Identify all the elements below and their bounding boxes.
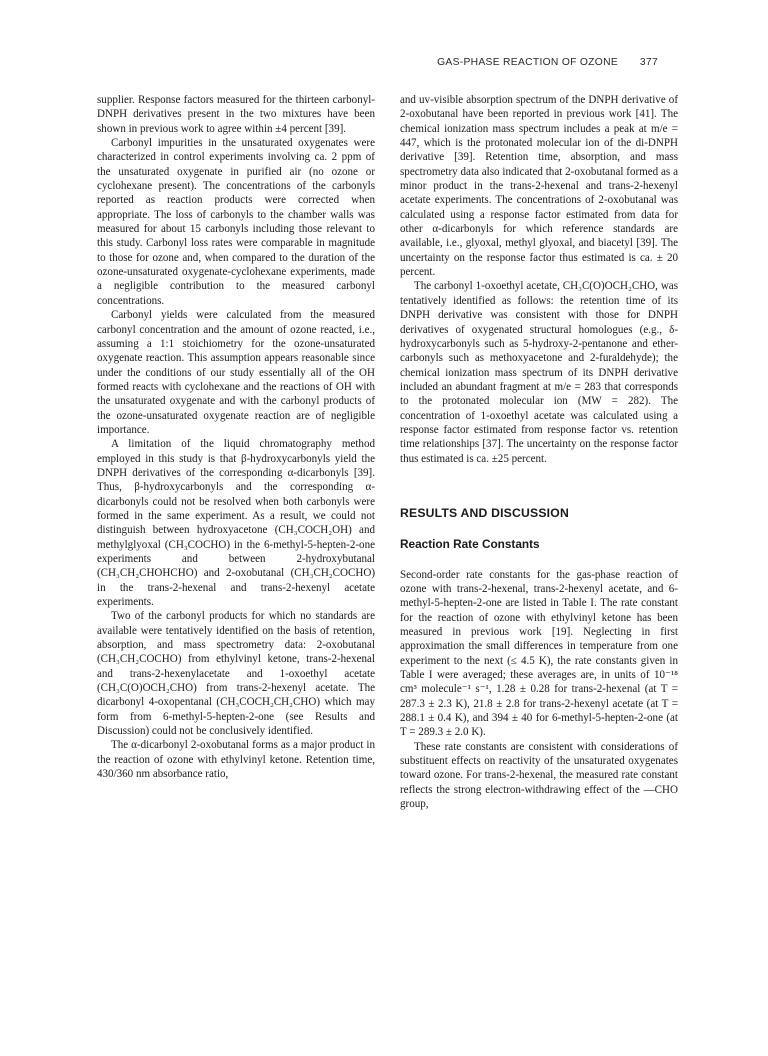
left-column [97,93,375,782]
paragraph: A limitation of the liquid chromatography method employed in this study is that β-hydroxycarbonyls yield the DNPH derivatives of the corresponding α-dicarbonyls [39]. Thus, β-hydroxycarbonyls and the corresponding α-dicarbonyls could not be resolved when both carbonyls were formed in the same experiment. As a result, we could not distinguish between hydroxyacetone (CH₃COCH₂OH) and methylglyoxal (CH₃COCHO) in the 6-methyl-5-hepten-2-one experiments and between 2-hydroxybutanal (CH₃CH₂CHOHCHO) and 2-oxobutanal (CH₃CH₂COCHO) in the trans-2-hexenal and trans-2-hexenyl acetate experiments. [97,438,375,609]
paragraph: Carbonyl impurities in the unsaturated oxygenates were characterized in control experiments involving ca. 2 ppm of the unsaturated oxygenate in purified air (no ozone or cyclohexane present). The concentrations of the carbonyls reported as reaction products were corrected when appropriate. The loss of carbonyls to the chamber walls was measured for about 15 carbonyls including those relevant to this study. Carbonyl loss rates were comparable in magnitude to those for ozone and, when compared to the duration of the ozone-unsaturated oxygenate-cyclohexane experiments, made a negligible contribution to the measured carbonyl concentrations. [97,137,375,307]
paragraph: and uv-visible absorption spectrum of the DNPH derivative of 2-oxobutanal have been reported in previous work [41]. The chemical ionization mass spectrum includes a peak at m/e = 447, which is the protonated molecular ion of the di-DNPH derivative [39]. Retention time, absorption, and mass spectrometry data also indicated that 2-oxobutanal formed as a minor product in the trans-2-hexenal and trans-2-hexenyl acetate experiments. The concentrations of 2-oxobutanal was calculated using a response factor estimated from data for other α-dicarbonyls for which reference standards are available, i.e., glyoxal, methyl glyoxal, and biacetyl [39]. The uncertainty on the response factor thus estimated is ca. ± 20 percent. [400,94,678,279]
paragraph: Carbonyl yields were calculated from the measured carbonyl concentration and the amount of ozone reacted, i.e., assuming a 1:1 stoichiometry for the ozone-unsaturated oxygenate reaction. This assumption appears reasonable since under the conditions of our study essentially all of the OH formed reacts with cyclohexane and the reactions of OH with the unsaturated oxygenate and with the carbonyl products of the ozone-unsaturated oxygenate reaction are of negligible importance. [97,309,375,436]
paragraph: supplier. Response factors measured for the thirteen carbonyl-DNPH derivatives present in the two mixtures have been shown in previous work to agree within ±4 percent [39]. [97,94,375,135]
paragraph: The carbonyl 1-oxoethyl acetate, CH₃C(O)OCH₂CHO, was tentatively identified as follows: the retention time of its DNPH derivative was consistent with those for DNPH derivatives of oxygenated structural homologues (e.g., δ-hydroxycarbonyls such as 5-hydroxy-2-pentanone and ether-carbonyls such as methoxyacetone and 2-furaldehyde); the chemical ionization mass spectrum of its DNPH derivative included an abundant fragment at m/e = 283 that corresponds to the protonated molecular ion (MW = 282). The concentration of 1-oxoethyl acetate was calculated using a response factor estimated from response factor vs. retention time relationships [37]. The uncertainty on the response factor thus estimated is ca. ±25 percent. [400,280,678,465]
paragraph: The α-dicarbonyl 2-oxobutanal forms as a major product in the reaction of ozone with ethylvinyl ketone. Retention time, 430/360 nm absorbance ratio, [97,739,375,781]
right-column [400,93,678,811]
page-header [400,57,658,73]
running-title: GAS-PHASE REACTION OF OZONE [437,57,618,68]
paragraph: Two of the carbonyl products for which no standards are available were tentatively identified on the basis of retention, absorption, and mass spectrometry data: 2-oxobutanal (CH₃CH₂COCHO) from ethylvinyl ketone, trans-2-hexenal and trans-2-hexenylacetate and 1-oxoethyl acetate (CH₃C(O)OCH₂CHO) from trans-2-hexenyl acetate. The dicarbonyl 4-oxopentanal (CH₃COCH₂CH₂CHO) which may form from 6-methyl-5-hepten-2-one (see Results and Discussion) could not be conclusively identified. [97,610,375,738]
section-heading: RESULTS AND DISCUSSION [400,505,569,520]
paragraph: These rate constants are consistent with considerations of substituent effects on reactivity of the unsaturated oxygenates toward ozone. For trans-2-hexenal, the measured rate constant reflects the strong electron-withdrawing effect of the —CHO group, [400,740,678,811]
page-number: 377 [639,57,658,68]
subsection-heading: Reaction Rate Constants [400,537,540,552]
paragraph: Second-order rate constants for the gas-phase reaction of ozone with trans-2-hexenal, trans-2-hexenyl acetate, and 6-methyl-5-hepten-2-one are listed in Table I. The rate constant for the reaction of ozone with ethylvinyl ketone has been measured in previous work [19]. Neglecting in first approximation the small differences in temperature from one experiment to the next (≤ 4.5 K), the rate constants given in Table I were averaged; these averages are, in units of 10⁻¹⁸ cm³ molecule⁻¹ s⁻¹, 1.28 ± 0.28 for trans-2-hexenal (at T = 287.3 ± 2.3 K), 21.8 ± 2.8 for trans-2-hexenyl acetate (at T = 288.1 ± 0.4 K), and 394 ± 40 for 6-methyl-5-hepten-2-one (at T = 289.3 ± 2.0 K). [400,568,678,739]
